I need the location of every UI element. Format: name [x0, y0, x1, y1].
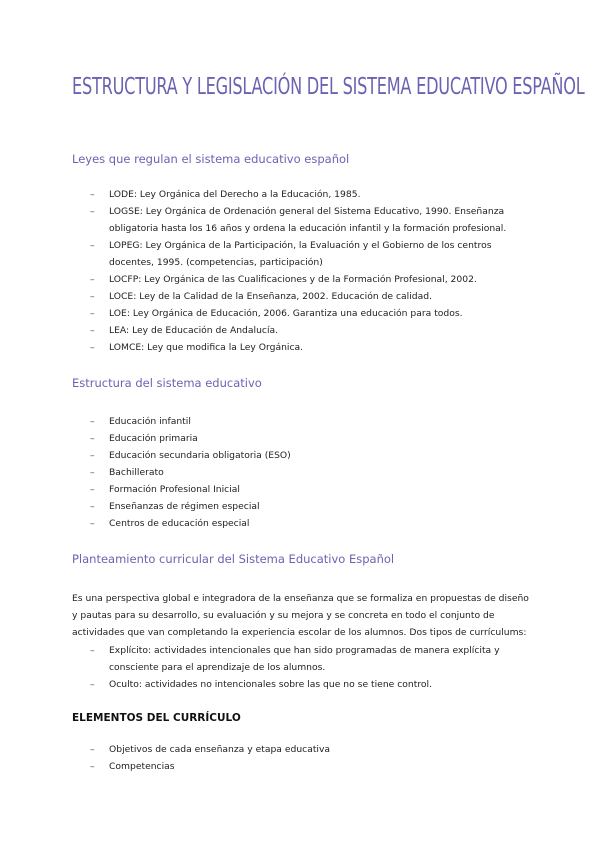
list-item: – Educación infantil — [90, 413, 530, 430]
list-item: – LOE: Ley Orgánica de Educación, 2006. Garantiza una educación para todos. — [90, 305, 530, 322]
page-title: ESTRUCTURA Y LEGISLACIÓN DEL SISTEMA EDUCATIVO ESPAÑOL — [72, 74, 585, 100]
list-item: – Oculto: actividades no intencionales sobre las que no se tiene control. — [90, 676, 530, 693]
list-item: – LOCE: Ley de la Calidad de la Enseñanza, 2002. Educación de calidad. — [90, 288, 530, 305]
list-item: – LOGSE: Ley Orgánica de Ordenación general del Sistema Educativo, 1990. Enseñanza obligatoria hasta los 16 años y ordena la educación infantil y la formación profesional. — [90, 203, 530, 237]
list-elementos — [90, 741, 530, 775]
list-item: – LOMCE: Ley que modifica la Ley Orgánica. — [90, 339, 530, 356]
list-leyes — [90, 186, 530, 356]
list-item: – Objetivos de cada enseñanza y etapa educativa — [90, 741, 530, 758]
section-heading-planteamiento: Planteamiento curricular del Sistema Educativo Español — [72, 552, 395, 566]
list-item: – Educación secundaria obligatoria (ESO) — [90, 447, 530, 464]
list-item: – Bachillerato — [90, 464, 530, 481]
list-estructura — [90, 413, 530, 532]
list-item: – Explícito: actividades intencionales que han sido programadas de manera explícita y consciente para el aprendizaje de los alumnos. — [90, 642, 530, 676]
list-item: – Competencias — [90, 758, 530, 775]
list-item: – LODE: Ley Orgánica del Derecho a la Educación, 1985. — [90, 186, 530, 203]
section-heading-leyes: Leyes que regulan el sistema educativo español — [72, 152, 350, 166]
list-item: – LEA: Ley de Educación de Andalucía. — [90, 322, 530, 339]
list-item: – Centros de educación especial — [90, 515, 530, 532]
list-item: – LOCFP: Ley Orgánica de las Cualificaciones y de la Formación Profesional, 2002. — [90, 271, 530, 288]
list-item: – Enseñanzas de régimen especial — [90, 498, 530, 515]
section-heading-estructura: Estructura del sistema educativo — [72, 376, 262, 390]
paragraph-planteamiento: Es una perspectiva global e integradora de la enseñanza que se formaliza en propuestas de diseño y pautas para su desarrollo, su evaluación y su mejora y se concreta en todo el conjunto de actividades que van completando la experiencia escolar de los alumnos. Dos tipos de currículums: — [72, 593, 529, 639]
list-item: – Educación primaria — [90, 430, 530, 447]
list-curriculums — [90, 642, 530, 693]
list-item: – LOPEG: Ley Orgánica de la Participación, la Evaluación y el Gobierno de los centros docentes, 1995. (competencias, participación) — [90, 237, 530, 271]
list-item: – Formación Profesional Inicial — [90, 481, 530, 498]
section-heading-elementos: ELEMENTOS DEL CURRÍCULO — [72, 712, 241, 724]
